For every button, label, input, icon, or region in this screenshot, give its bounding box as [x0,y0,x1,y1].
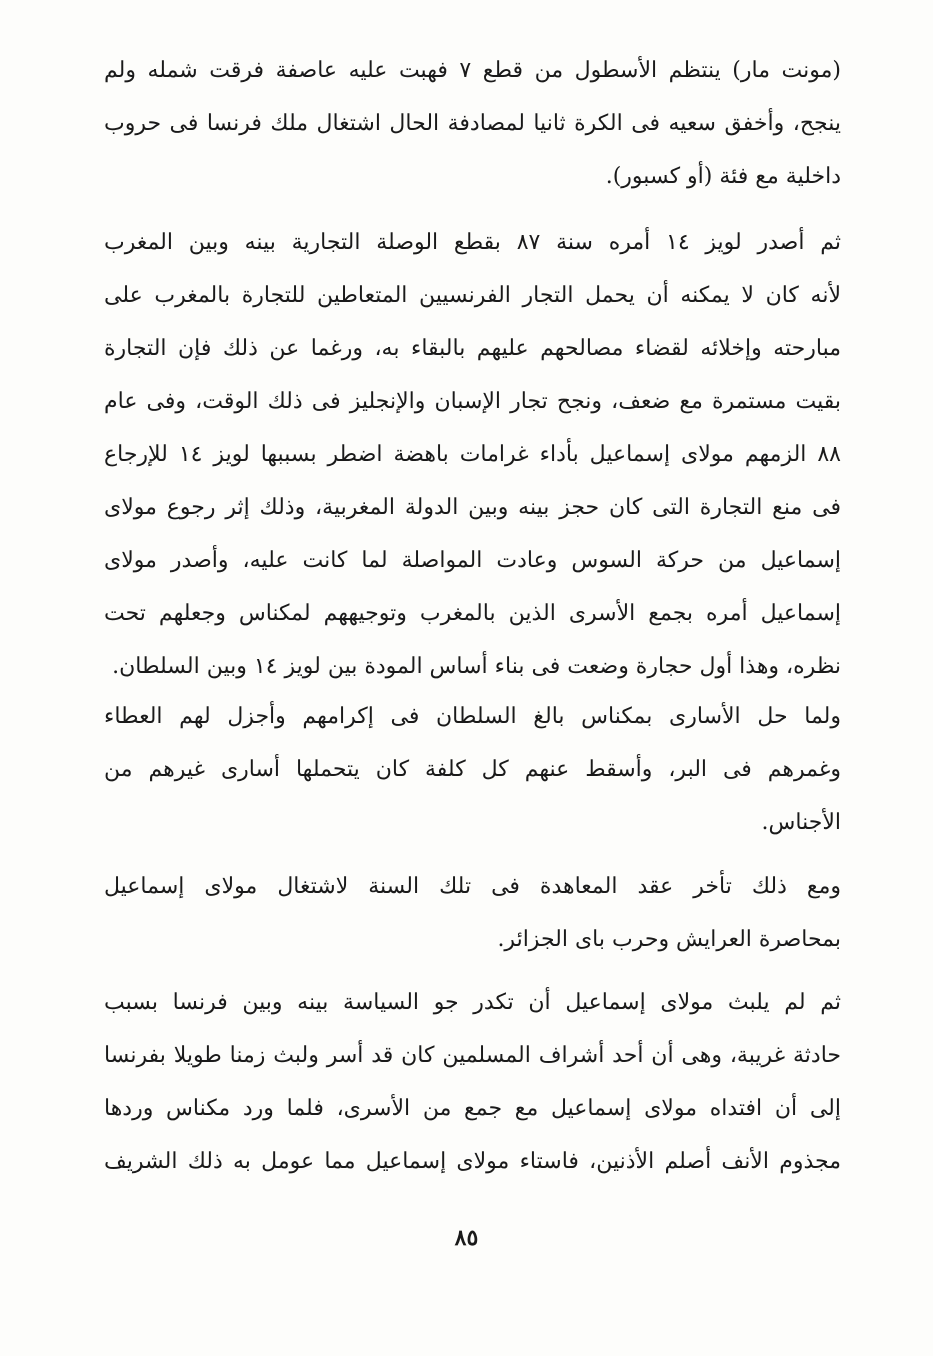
paragraph-line: ثم أصدر لويز ١٤ أمره سنة ٨٧ بقطع الوصلة التجارية بينه وبين المغرب [104,230,841,255]
paragraph-line: داخلية مع فئة (أو كسبور). [605,164,841,189]
paragraph-line: إسماعيل أمره بجمع الأسرى الذين بالمغرب وتوجيههم لمكناس وجعلهم تحت [104,601,841,626]
paragraph-line: بقيت مستمرة مع ضعف، ونجح تجار الإسبان والإنجليز فى ذلك الوقت، وفى عام [104,389,841,414]
paragraph-5 [104,976,841,1188]
paragraph-3 [104,690,841,849]
paragraph-line: وغمرهم فى البر، وأسقط عنهم كل كلفة كان يتحملها أسارى غيرهم من [104,757,841,782]
paragraph-4 [104,860,841,966]
paragraph-2 [104,216,841,693]
paragraph-line: ومع ذلك تأخر عقد المعاهدة فى تلك السنة لاشتغال مولاى إسماعيل [104,874,841,899]
paragraph-line: مبارحته وإخلائه لقضاء مصالحهم عليهم بالبقاء به، ورغما عن ذلك فإن التجارة [104,336,841,361]
paragraph-line: ولما حل الأسارى بمكناس بالغ السلطان فى إكرامهم وأجزل لهم العطاء [104,704,841,729]
paragraph-line: الأجناس. [761,810,841,835]
paragraph-line: بمحاصرة العرايش وحرب باى الجزائر. [497,927,841,952]
paragraph-line: إلى أن افتداه مولاى إسماعيل مع جمع من الأسرى، فلما ورد مكناس وردها [104,1096,841,1121]
paragraph-line: ينجح، وأخفق سعيه فى الكرة ثانيا لمصادفة الحال اشتغال ملك فرنسا فى حروب [104,111,841,136]
paragraph-line: لأنه كان لا يمكنه أن يحمل التجار الفرنسيين المتعاطين للتجارة بالمغرب على [104,283,841,308]
paragraph-line: إسماعيل من حركة السوس وعادت المواصلة لما كانت عليه، وأصدر مولاى [104,548,841,573]
page-number: ٨٥ [454,1225,479,1251]
paragraph-line: حادثة غريبة، وهى أن أحد أشراف المسلمين كان قد أسر ولبث زمنا طويلا بفرنسا [104,1043,841,1068]
paragraph-1 [104,44,841,203]
paragraph-line: مجذوم الأنف أصلم الأذنين، فاستاء مولاى إسماعيل مما عومل به ذلك الشريف [104,1149,841,1174]
paragraph-line: ثم لم يلبث مولاى إسماعيل أن تكدر جو السياسة بينه وبين فرنسا بسبب [104,990,841,1015]
paragraph-line: (مونت مار) ينتظم الأسطول من قطع ٧ فهبت عليه عاصفة فرقت شمله ولم [104,58,841,83]
paragraph-line: فى منع التجارة التى كان حجز بينه وبين الدولة المغربية، وذلك إثر رجوع مولاى [104,495,841,520]
paragraph-line: نظره، وهذا أول حجارة وضعت فى بناء أساس المودة بين لويز ١٤ وبين السلطان. [112,654,841,679]
paragraph-line: ٨٨ الزمهم مولاى إسماعيل بأداء غرامات باهضة اضطر بسببها لويز ١٤ للإرجاع [104,442,841,467]
